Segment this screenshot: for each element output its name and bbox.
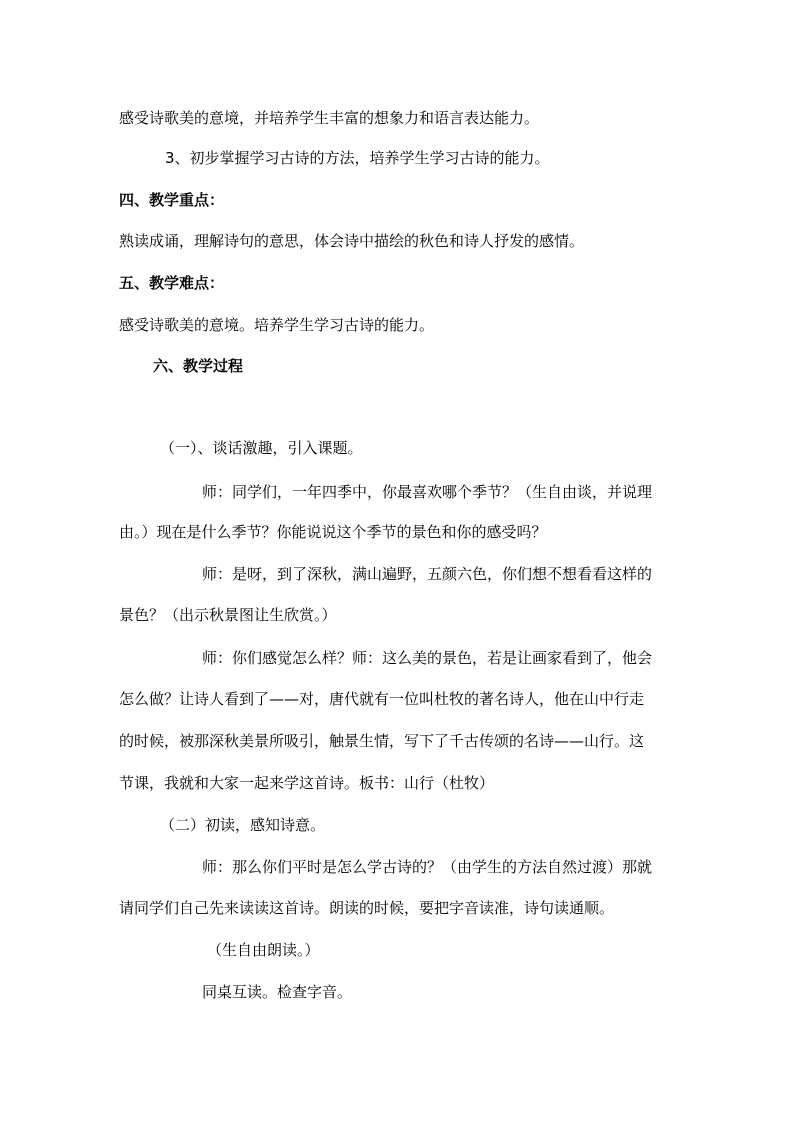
paragraph-line: 3、初步掌握学习古诗的方法，培养学生学习古诗的能力。 — [165, 149, 550, 167]
paragraph-line: 感受诗歌美的意境，并培养学生丰富的想象力和语言表达能力。 — [119, 109, 540, 127]
paragraph-line: 师：那么你们平时是怎么学古诗的？（由学生的方法自然过渡）那就 — [202, 858, 653, 876]
subsection-heading: （二）初读，感知诗意。 — [160, 816, 326, 834]
paragraph-line: 熟读成诵，理解诗句的意思，体会诗中描绘的秋色和诗人抒发的感情。 — [119, 232, 585, 250]
paragraph-line: 怎么做？让诗人看到了——对，唐代就有一位叫杜牧的著名诗人，他在山中行走 — [119, 690, 645, 708]
paragraph-line: （生自由朗读。） — [207, 941, 320, 959]
paragraph-line: 由。）现在是什么季节？你能说说这个季节的景色和你的感受吗？ — [119, 523, 547, 541]
paragraph-line: 节课，我就和大家一起来学这首诗。板书：山行（杜牧） — [119, 774, 495, 792]
section-heading-process: 六、教学过程 — [153, 357, 244, 375]
paragraph-line: 的时候，被那深秋美景所吸引，触景生情，写下了千古传颂的名诗——山行。这 — [119, 732, 645, 750]
paragraph-line: 师：你们感觉怎么样？师：这么美的景色，若是让画家看到了，他会 — [202, 649, 653, 667]
paragraph-line: 同桌互读。检查字音。 — [202, 983, 353, 1001]
section-heading-difficulties: 五、教学难点： — [119, 274, 225, 292]
paragraph-line: 师：同学们，一年四季中，你最喜欢哪个季节？（生自由谈，并说理 — [202, 483, 653, 501]
section-heading-key-points: 四、教学重点： — [119, 191, 225, 209]
subsection-heading: （一）、谈话激趣，引入课题。 — [160, 439, 363, 457]
paragraph-line: 师：是呀，到了深秋，满山遍野，五颜六色，你们想不想看看这样的 — [202, 565, 653, 583]
paragraph-line: 感受诗歌美的意境。培养学生学习古诗的能力。 — [119, 316, 435, 334]
paragraph-line: 请同学们自己先来读读这首诗。朗读的时候，要把字音读准，诗句读通顺。 — [119, 899, 615, 917]
paragraph-line: 景色？（出示秋景图让生欣赏。） — [119, 606, 337, 624]
